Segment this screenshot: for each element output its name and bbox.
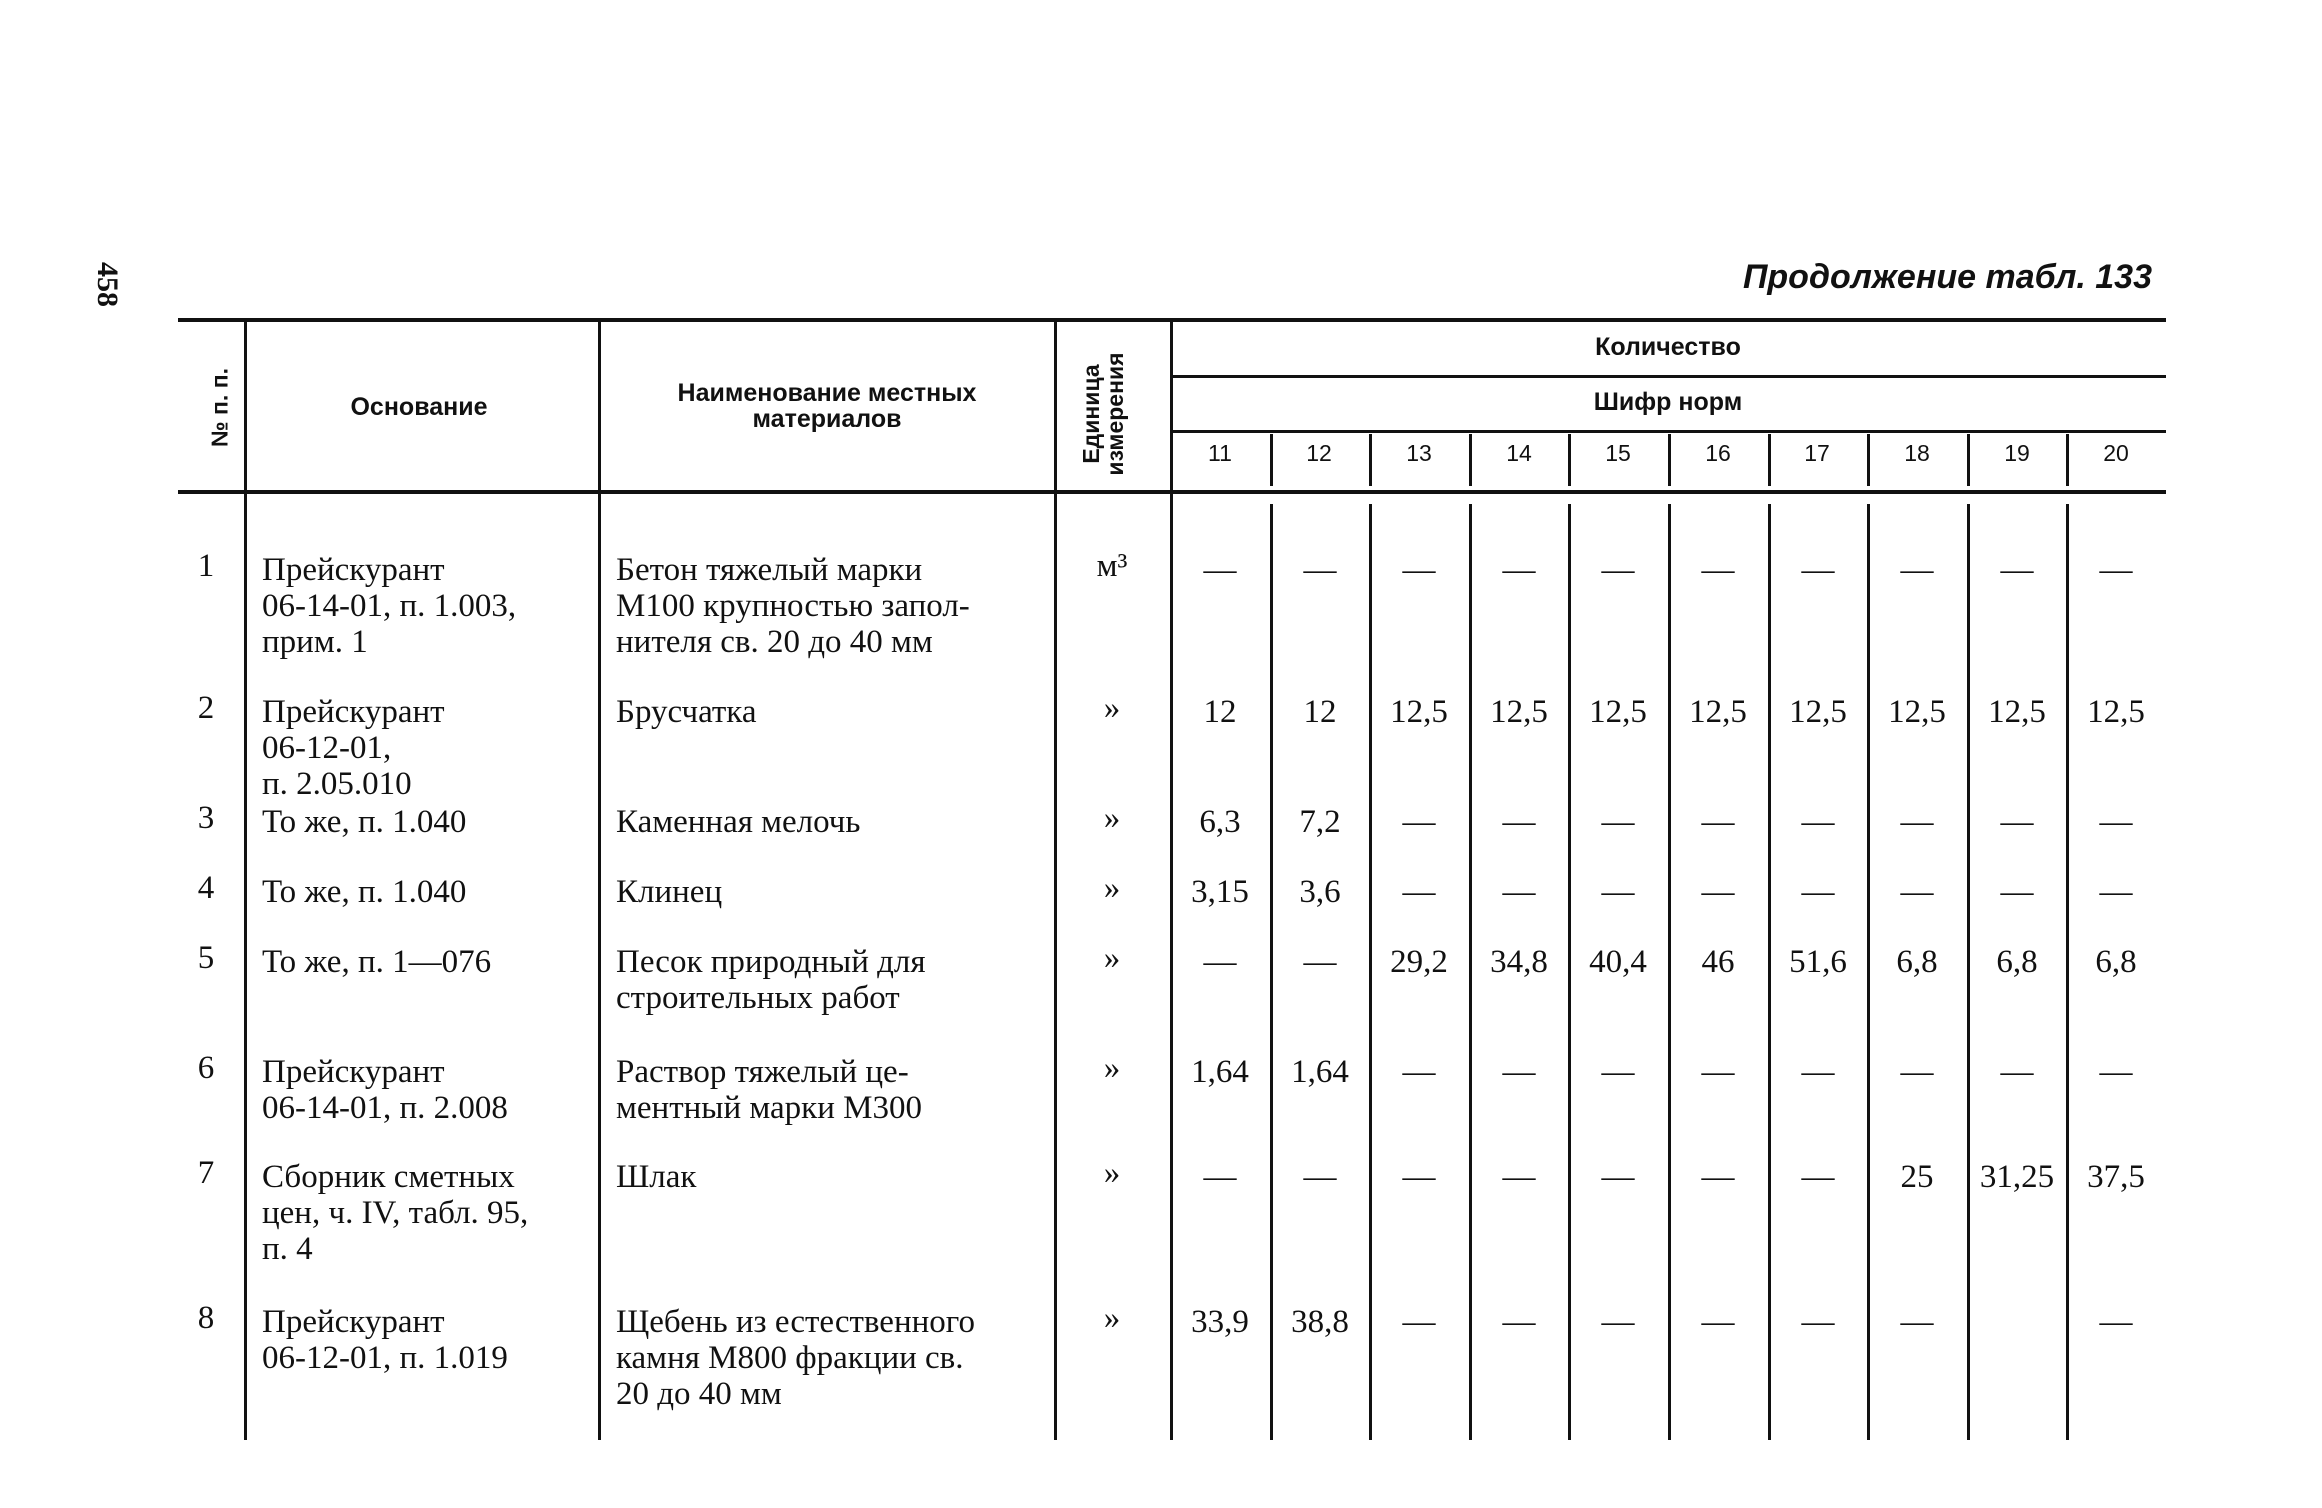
quantity-value: 40,4 (1589, 944, 1647, 980)
quantity-value: — (2099, 1054, 2133, 1090)
quantity-value: — (1601, 1054, 1635, 1090)
quantity-value: — (1801, 874, 1835, 910)
quantity-value: 34,8 (1490, 944, 1548, 980)
quantity-value: — (1203, 552, 1237, 588)
divider-unit (1054, 322, 1057, 1440)
header-basis: Основание (350, 393, 488, 421)
quantity-value: — (1303, 1159, 1337, 1195)
quantity-value: — (1701, 874, 1735, 910)
quantity-value: — (1402, 552, 1436, 588)
row-number: 7 (197, 1155, 215, 1191)
quantity-value: — (1601, 1304, 1635, 1340)
material-cell (616, 552, 1044, 660)
divider-code-header (1668, 434, 1671, 486)
unit-cell: м³ (1096, 548, 1128, 584)
norm-code-label: 11 (1208, 440, 1232, 466)
material-cell-line: Песок природный для (616, 944, 926, 980)
material-cell (616, 1304, 1044, 1412)
quantity-value: — (2099, 804, 2133, 840)
basis-cell-line: 06-12-01, п. 1.019 (262, 1340, 508, 1376)
basis-cell-line: прим. 1 (262, 624, 368, 660)
row-number: 2 (197, 690, 215, 726)
basis-cell-line: То же, п. 1.040 (262, 804, 467, 840)
unit-cell: » (1103, 1300, 1121, 1336)
divider-code-header (1867, 434, 1870, 486)
divider-code-header (1967, 434, 1970, 486)
quantity-value: — (1203, 1159, 1237, 1195)
material-cell (616, 804, 1044, 840)
quantity-value: — (1502, 1304, 1536, 1340)
quantity-value: 6,8 (2095, 944, 2137, 980)
norm-code-label: 17 (1804, 440, 1830, 466)
quantity-value: — (1502, 874, 1536, 910)
page-number: 458 (91, 262, 124, 307)
unit-cell: » (1103, 940, 1121, 976)
quantity-value: 33,9 (1191, 1304, 1249, 1340)
header-row-no: № п. п. (206, 368, 233, 447)
quantity-value: 12,5 (1490, 694, 1548, 730)
row-number: 3 (197, 800, 215, 836)
basis-cell-line: Прейскурант (262, 1054, 445, 1090)
quantity-value: — (2000, 552, 2034, 588)
quantity-value: 31,25 (1979, 1159, 2055, 1195)
quantity-value: — (2099, 874, 2133, 910)
row-number: 8 (197, 1300, 215, 1336)
material-cell (616, 944, 1044, 1016)
quantity-value: 1,64 (1291, 1054, 1349, 1090)
quantity-value: 12,5 (1988, 694, 2046, 730)
quantity-value: — (1701, 1054, 1735, 1090)
quantity-value: 12 (1203, 694, 1237, 730)
quantity-value: 12,5 (2087, 694, 2145, 730)
divider-basis (244, 322, 247, 1440)
basis-cell-line: цен, ч. IV, табл. 95, (262, 1195, 529, 1231)
quantity-value: — (1402, 1159, 1436, 1195)
quantity-value: — (1502, 804, 1536, 840)
quantity-value: — (1801, 552, 1835, 588)
material-cell (616, 874, 1044, 910)
material-cell (616, 1054, 1044, 1126)
unit-cell: » (1103, 1050, 1121, 1086)
basis-cell (262, 804, 588, 840)
basis-cell (262, 694, 588, 802)
norm-code-label: 14 (1506, 440, 1532, 466)
basis-cell-line: То же, п. 1—076 (262, 944, 492, 980)
row-number: 6 (197, 1050, 215, 1086)
quantity-value: — (1601, 804, 1635, 840)
quantity-value: — (1900, 1054, 1934, 1090)
material-cell-line: Бетон тяжелый марки (616, 552, 923, 588)
quantity-value: 25 (1900, 1159, 1934, 1195)
basis-cell-line: п. 2.05.010 (262, 766, 412, 802)
quantity-value: — (1402, 1304, 1436, 1340)
basis-cell (262, 1159, 588, 1267)
quantity-value: 38,8 (1291, 1304, 1349, 1340)
header-unit: Единица измерения (1078, 352, 1128, 476)
quantity-value: — (1502, 552, 1536, 588)
quantity-value: — (1701, 804, 1735, 840)
divider-code-header (2066, 434, 2069, 486)
quantity-value: — (1203, 944, 1237, 980)
quantity-value: 12,5 (1888, 694, 1946, 730)
material-cell-line: М100 крупностью запол- (616, 588, 970, 624)
quantity-value: — (1502, 1159, 1536, 1195)
quantity-value: 3,6 (1299, 874, 1341, 910)
quantity-value: 29,2 (1390, 944, 1448, 980)
quantity-value: — (1402, 1054, 1436, 1090)
header-material: Наименование местных материалов (677, 379, 977, 433)
basis-cell-line: 06-12-01, (262, 730, 392, 766)
quantity-value: — (1801, 1159, 1835, 1195)
header-norm-code: Шифр норм (1593, 388, 1743, 416)
unit-cell: » (1103, 690, 1121, 726)
quantity-value: 6,8 (1896, 944, 1938, 980)
quantity-value: — (2000, 1054, 2034, 1090)
divider-material (598, 322, 601, 1440)
quantity-value: — (1303, 552, 1337, 588)
row-number: 5 (197, 940, 215, 976)
quantity-value: 12,5 (1589, 694, 1647, 730)
quantity-value: 7,2 (1299, 804, 1341, 840)
quantity-value: — (2000, 804, 2034, 840)
quantity-value: 46 (1701, 944, 1735, 980)
basis-cell-line: Сборник сметных (262, 1159, 515, 1195)
material-cell-line: 20 до 40 мм (616, 1376, 782, 1412)
norm-code-label: 15 (1605, 440, 1631, 466)
basis-cell-line: п. 4 (262, 1231, 313, 1267)
quantity-value: — (1601, 1159, 1635, 1195)
material-cell-line: Каменная мелочь (616, 804, 861, 840)
quantity-value: — (1701, 1304, 1735, 1340)
norm-code-label: 16 (1705, 440, 1731, 466)
quantity-value: — (2099, 552, 2133, 588)
material-cell-line: ментный марки М300 (616, 1090, 922, 1126)
basis-cell (262, 1054, 588, 1126)
basis-cell (262, 1304, 588, 1376)
quantity-value: 12,5 (1390, 694, 1448, 730)
norm-code-label: 20 (2103, 440, 2129, 466)
basis-cell-line: Прейскурант (262, 694, 445, 730)
header-quantity: Количество (1595, 333, 1741, 361)
quantity-value: 6,3 (1199, 804, 1241, 840)
quantity-value: — (1601, 874, 1635, 910)
quantity-value: — (1900, 552, 1934, 588)
quantity-value: — (1900, 804, 1934, 840)
material-cell-line: Брусчатка (616, 694, 757, 730)
material-cell-line: строительных работ (616, 980, 900, 1016)
basis-cell-line: 06-14-01, п. 1.003, (262, 588, 517, 624)
norm-code-label: 12 (1306, 440, 1332, 466)
quantity-value: — (1801, 1054, 1835, 1090)
divider-code-header (1768, 434, 1771, 486)
table-caption: Продолжение табл. 133 (1742, 258, 2152, 296)
row-number: 1 (197, 548, 215, 584)
material-cell-line: камня М800 фракции св. (616, 1340, 964, 1376)
material-cell-line: нителя св. 20 до 40 мм (616, 624, 933, 660)
divider-code-header (1469, 434, 1472, 486)
material-cell (616, 694, 1044, 730)
basis-cell-line: То же, п. 1.040 (262, 874, 467, 910)
quantity-value: 12,5 (1689, 694, 1747, 730)
quantity-value: — (1402, 874, 1436, 910)
quantity-value: — (1701, 1159, 1735, 1195)
material-cell (616, 1159, 1044, 1195)
quantity-value: 6,8 (1996, 944, 2038, 980)
basis-cell-line: 06-14-01, п. 2.008 (262, 1090, 508, 1126)
unit-cell: » (1103, 870, 1121, 906)
quantity-value: 51,6 (1789, 944, 1847, 980)
unit-cell: » (1103, 1155, 1121, 1191)
quantity-value: — (1701, 552, 1735, 588)
row-number: 4 (197, 870, 215, 906)
quantity-value: — (2000, 874, 2034, 910)
norm-code-label: 13 (1406, 440, 1432, 466)
basis-cell (262, 552, 588, 660)
quantity-value: 1,64 (1191, 1054, 1249, 1090)
basis-cell (262, 944, 588, 980)
quantity-value: — (1402, 804, 1436, 840)
material-cell-line: Шлак (616, 1159, 697, 1195)
quantity-value: — (1601, 552, 1635, 588)
quantity-value: 37,5 (2087, 1159, 2145, 1195)
quantity-value: — (1900, 874, 1934, 910)
quantity-value: 12,5 (1789, 694, 1847, 730)
quantity-rule (1170, 375, 2166, 378)
quantity-value: — (1303, 944, 1337, 980)
norm-code-label: 18 (1904, 440, 1930, 466)
quantity-value: — (1801, 804, 1835, 840)
quantity-value: 12 (1303, 694, 1337, 730)
quantity-value: — (1801, 1304, 1835, 1340)
divider-code-header (1568, 434, 1571, 486)
material-cell-line: Щебень из естественного (616, 1304, 975, 1340)
divider-code-header (1369, 434, 1372, 486)
quantity-value: — (2099, 1304, 2133, 1340)
basis-cell-line: Прейскурант (262, 1304, 445, 1340)
norm-code-label: 19 (2004, 440, 2030, 466)
divider-code-header (1270, 434, 1273, 486)
quantity-value: — (1900, 1304, 1934, 1340)
basis-cell (262, 874, 588, 910)
unit-cell: » (1103, 800, 1121, 836)
material-cell-line: Клинец (616, 874, 723, 910)
quantity-value: — (1502, 1054, 1536, 1090)
basis-cell-line: Прейскурант (262, 552, 445, 588)
material-cell-line: Раствор тяжелый це- (616, 1054, 909, 1090)
norm-code-rule (1170, 430, 2166, 433)
quantity-value: 3,15 (1191, 874, 1249, 910)
